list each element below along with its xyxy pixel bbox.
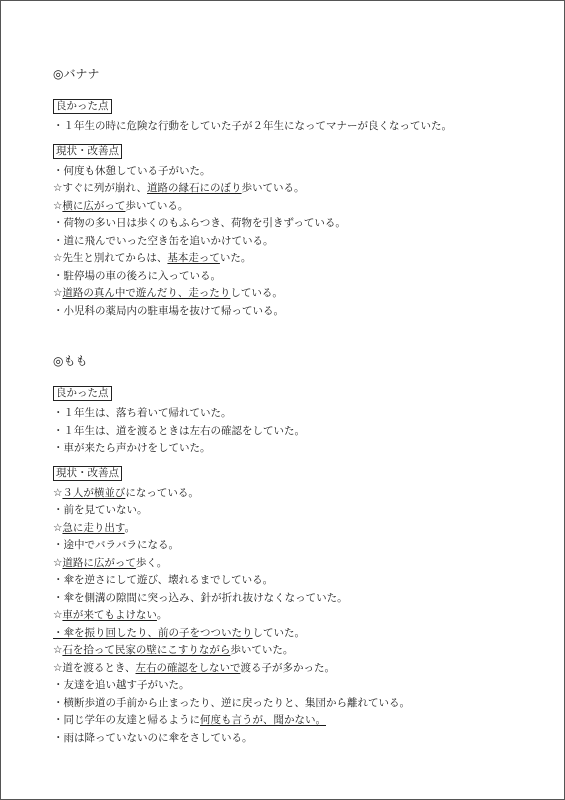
list-item	[53, 590, 553, 608]
list-item	[53, 660, 553, 678]
list-item	[53, 303, 553, 321]
list-item	[53, 537, 553, 555]
list-item	[53, 677, 553, 695]
text-segment: ☆道を渡るとき、	[53, 661, 136, 674]
list-item	[53, 712, 553, 730]
text-segment: ☆	[53, 486, 63, 499]
text-segment: 渡る子が多かった。	[240, 661, 335, 674]
text-segment: ・傘を逆さにして遊び、壊れるまでしている。	[53, 574, 274, 586]
underlined-text: 道路の真ん中で遊んだり、走ったり	[62, 287, 231, 299]
underlined-text: 基本走って	[167, 252, 220, 264]
text-segment: ・同じ学年の友達と帰るように	[53, 714, 200, 726]
underlined-text: 左右の確認をしないで	[135, 661, 241, 674]
underlined-text: 横に広がって	[62, 199, 126, 212]
text-segment: ・車が来たら声かけをしていた。	[53, 442, 211, 454]
list-item	[53, 520, 553, 538]
text-segment: ☆	[53, 287, 63, 299]
list-item	[53, 285, 553, 303]
list-item	[53, 163, 553, 181]
section-momo	[53, 351, 553, 747]
text-segment: 。	[124, 521, 136, 534]
list-item	[53, 268, 553, 286]
text-segment: ・小児科の薬局内の駐車場を抜けて帰っている。	[53, 304, 284, 317]
list-item	[53, 405, 553, 423]
text-segment: ・１年生の時に危険な行動をしていた子が２年生になってマナーが良くなっていた。	[53, 120, 452, 132]
text-segment: ・前を見ていない。	[53, 504, 148, 516]
section-title: ◎バナナ	[53, 67, 100, 81]
list-item	[53, 555, 553, 573]
list-item	[53, 250, 553, 268]
current-issues-list	[53, 163, 553, 321]
text-segment: ・何度も休憩している子がいた。	[53, 164, 211, 177]
text-segment: ☆	[53, 609, 63, 621]
list-item	[53, 502, 553, 520]
text-segment: ☆	[53, 556, 63, 569]
list-item	[53, 730, 553, 748]
text-segment: ・駐停場の車の後ろに入っている。	[53, 269, 221, 282]
text-segment: ☆すぐに列が崩れ、	[53, 182, 148, 194]
good-points-label: 良かった点	[53, 99, 112, 114]
text-segment: 。	[156, 609, 168, 621]
list-item	[53, 215, 553, 233]
section-title: ◎もも	[53, 354, 88, 368]
section-banana	[53, 64, 553, 320]
text-segment: ・雨は降っていないのに傘をさしている。	[53, 731, 253, 744]
list-item	[53, 233, 553, 251]
list-item	[53, 180, 553, 198]
list-item	[53, 695, 553, 713]
text-segment: ・横断歩道の手前から止まったり、逆に戻ったりと、集団から離れている。	[53, 696, 410, 709]
text-segment: 歩いている。	[241, 182, 305, 194]
text-segment: ・友達を追い越す子がいた。	[53, 679, 190, 691]
list-item	[53, 485, 553, 503]
list-item	[53, 198, 553, 216]
current-issues-label: 現状・改善点	[53, 466, 122, 481]
underlined-text: 石を拾って民家の壁にこすりながら	[62, 644, 231, 656]
text-segment: ・荷物の多い日は歩くのもふらつき、荷物を引きずっている。	[53, 217, 346, 229]
text-segment: 歩いている。	[125, 199, 189, 212]
text-segment: ☆	[53, 521, 63, 534]
text-segment: 歩いていた。	[230, 644, 294, 656]
text-segment: ・１年生は、落ち着いて帰れていた。	[53, 407, 232, 419]
text-segment: ・途中でバラバラになる。	[53, 539, 179, 551]
current-issues-list	[53, 485, 553, 748]
underlined-text: 何度も言うが、聞かない。	[200, 714, 326, 726]
underlined-text: 急に走り出す	[62, 521, 125, 534]
underlined-text: ・傘を振り回したり、前の子をつついたり	[53, 626, 253, 639]
text-segment: ・道に飛んでいった空き缶を追いかけている。	[53, 234, 274, 247]
list-item	[53, 572, 553, 590]
list-item	[53, 440, 553, 458]
text-segment: ・１年生は、道を渡るときは左右の確認をしていた。	[53, 424, 305, 437]
text-segment: ☆	[53, 644, 63, 656]
list-item	[53, 642, 553, 660]
list-item	[53, 118, 553, 136]
good-points-list	[53, 118, 553, 136]
list-item	[53, 625, 553, 643]
text-segment: になっている。	[125, 486, 199, 499]
underlined-text: 車が来てもよけない	[62, 609, 157, 621]
text-segment: ・傘を側溝の隙間に突っ込み、針が折れ抜けなくなっていた。	[53, 591, 348, 604]
list-item	[53, 607, 553, 625]
underlined-text: 道路に広がって	[62, 556, 136, 569]
good-points-list	[53, 405, 553, 458]
text-segment: していた。	[252, 626, 305, 639]
current-issues-label: 現状・改善点	[53, 144, 122, 159]
list-item	[53, 423, 553, 441]
text-segment: いた。	[219, 252, 252, 264]
text-segment: 歩く。	[135, 556, 168, 569]
underlined-text: ３人が横並び	[62, 486, 126, 499]
underlined-text: 道路の縁石にのぼり	[147, 182, 242, 194]
text-segment: ☆	[53, 199, 63, 212]
text-segment: ☆先生と別れてからは、	[53, 252, 168, 264]
good-points-label: 良かった点	[53, 386, 112, 401]
text-segment: している。	[230, 287, 283, 299]
